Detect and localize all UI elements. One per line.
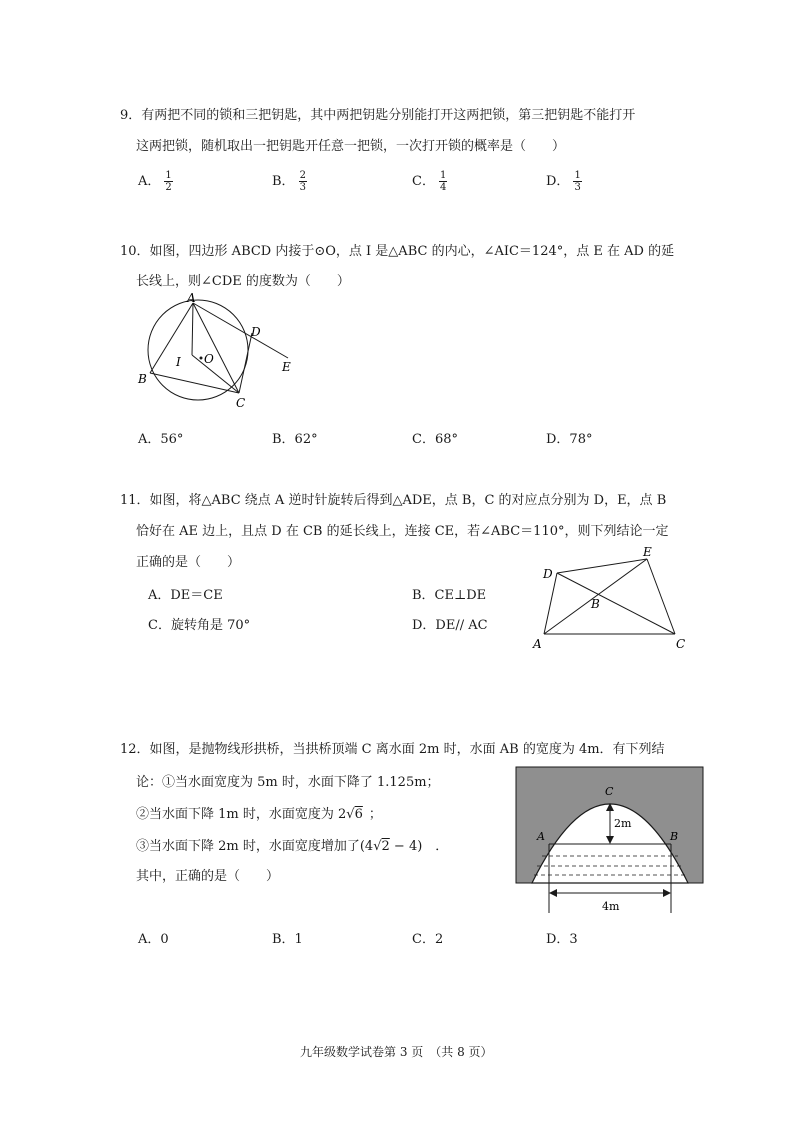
q10-label-d: D — [251, 325, 261, 339]
q11-line2: 恰好在 AE 边上，且点 D 在 CB 的延长线上，连接 CE，若∠ABC＝110°，则下列结论一定 — [136, 524, 669, 539]
q11-option-d: D．DE// AC — [412, 618, 488, 633]
q11-line3: 正确的是（ ） — [136, 555, 241, 570]
q10-label-i: I — [176, 355, 181, 369]
q11-line-ce — [647, 559, 675, 634]
q9-option-a-den: 2 — [165, 182, 172, 193]
q11-line1: 11．如图，将△ABC 绕点 A 逆时针旋转后得到△ADE，点 B，C 的对应点分别为 D，E，点 B — [120, 493, 667, 508]
q9-option-b-label: B． — [272, 174, 295, 189]
q12-label-width: 4m — [602, 900, 620, 913]
q11-option-b: B．CE⊥DE — [412, 588, 487, 603]
q10-line-bc — [150, 373, 239, 393]
q12-option-c: C．2 — [412, 932, 444, 947]
q9-option-b-fraction — [299, 170, 307, 193]
q12-label-b: B — [670, 830, 679, 843]
q9-option-c — [412, 170, 447, 193]
q10-line-cd — [239, 333, 252, 393]
q10-circle — [148, 300, 248, 400]
q9-option-d-label: D． — [546, 174, 570, 189]
q11-label-b: B — [591, 597, 600, 611]
q10-line1: 10．如图，四边形 ABCD 内接于⊙O，点 I 是△ABC 的内心，∠AIC＝124°，点 E 在 AD 的延 — [120, 244, 675, 259]
q9-option-a-label: A． — [138, 174, 161, 189]
q12-label-c: C — [605, 785, 614, 798]
q10-line-ai — [192, 303, 193, 355]
q12-option-d: D．3 — [546, 932, 578, 947]
q12-line2: 论：①当水面宽度为 5m 时，水面下降了 1.125m； — [136, 775, 440, 790]
q10-option-d: D．78° — [546, 432, 593, 447]
q12-sqrt-6-radicand: 6 — [354, 807, 363, 822]
q10-label-c: C — [236, 396, 246, 410]
q11-label-d: D — [543, 567, 553, 581]
q9-option-d-fraction — [573, 170, 581, 193]
q12-sqrt-6: √6 — [346, 807, 363, 822]
q12-label-height: 2m — [614, 817, 632, 830]
q10-figure — [130, 290, 300, 415]
q9-option-c-num: 1 — [439, 170, 447, 181]
q12-line4-text: ③当水面下降 2m 时，水面宽度增加了(4 — [136, 839, 374, 854]
q9-option-c-label: C． — [412, 174, 435, 189]
q10-option-c: C．68° — [412, 432, 458, 447]
q9-option-c-fraction — [439, 170, 447, 193]
q12-line4 — [136, 835, 448, 854]
q12-line3-text: ②当水面下降 1m 时，水面宽度为 2 — [136, 807, 347, 822]
q12-line3-end: ； — [368, 807, 382, 822]
q9-option-b — [272, 170, 307, 193]
q12-figure — [514, 765, 706, 915]
q9-option-d-num: 1 — [574, 170, 581, 181]
q10-line-ab — [150, 303, 193, 373]
q11-figure — [530, 540, 695, 655]
q10-center-dot — [200, 357, 203, 360]
q12-line4-end: − 4) ． — [389, 839, 449, 854]
q12-label-a: A — [537, 830, 545, 843]
q9-option-c-den: 4 — [439, 182, 447, 193]
q10-option-a: A．56° — [138, 432, 184, 447]
q9-option-d — [546, 170, 582, 193]
q9-option-a — [138, 170, 173, 193]
page-footer: 九年级数学试卷第 3 页 （共 8 页） — [300, 1045, 493, 1059]
q11-line-da — [544, 573, 557, 634]
q9-option-a-fraction — [164, 170, 172, 193]
q10-label-o: O — [204, 352, 214, 366]
q10-label-e: E — [282, 360, 291, 374]
q9-option-b-den: 3 — [299, 182, 306, 193]
q12-width-arrow-left — [549, 889, 557, 897]
q10-label-b: B — [138, 372, 147, 386]
q10-label-a: A — [187, 291, 196, 305]
q12-sqrt-2: √2 — [373, 839, 390, 854]
q12-line1: 12．如图，是抛物线形拱桥，当拱桥顶端 C 离水面 2m 时，水面 AB 的宽度为 4m．有下列结 — [120, 742, 665, 757]
q11-label-e: E — [643, 545, 652, 559]
q12-sqrt-2-radicand: 2 — [381, 839, 390, 854]
q11-option-a: A．DE＝CE — [148, 588, 223, 603]
q11-option-c: C．旋转角是 70° — [148, 618, 251, 633]
q9-line1: 9．有两把不同的锁和三把钥匙，其中两把钥匙分别能打开这两把锁，第三把钥匙不能打开 — [120, 108, 636, 123]
q12-width-arrow-right — [663, 889, 671, 897]
q9-option-a-num: 1 — [165, 170, 172, 181]
q11-label-c: C — [676, 637, 686, 651]
q12-option-b: B．1 — [272, 932, 303, 947]
q12-line3 — [136, 803, 382, 822]
q9-option-d-den: 3 — [574, 182, 581, 193]
q10-option-b: B．62° — [272, 432, 318, 447]
q10-line2: 长线上，则∠CDE 的度数为（ ） — [136, 274, 350, 289]
q12-option-a: A．0 — [138, 932, 169, 947]
q9-option-b-num: 2 — [299, 170, 306, 181]
q11-line-de — [557, 559, 647, 573]
q12-line5: 其中，正确的是（ ） — [136, 869, 280, 884]
q11-label-a: A — [533, 637, 542, 651]
q9-line2: 这两把锁，随机取出一把钥匙开任意一把锁，一次打开锁的概率是（ ） — [136, 139, 566, 154]
